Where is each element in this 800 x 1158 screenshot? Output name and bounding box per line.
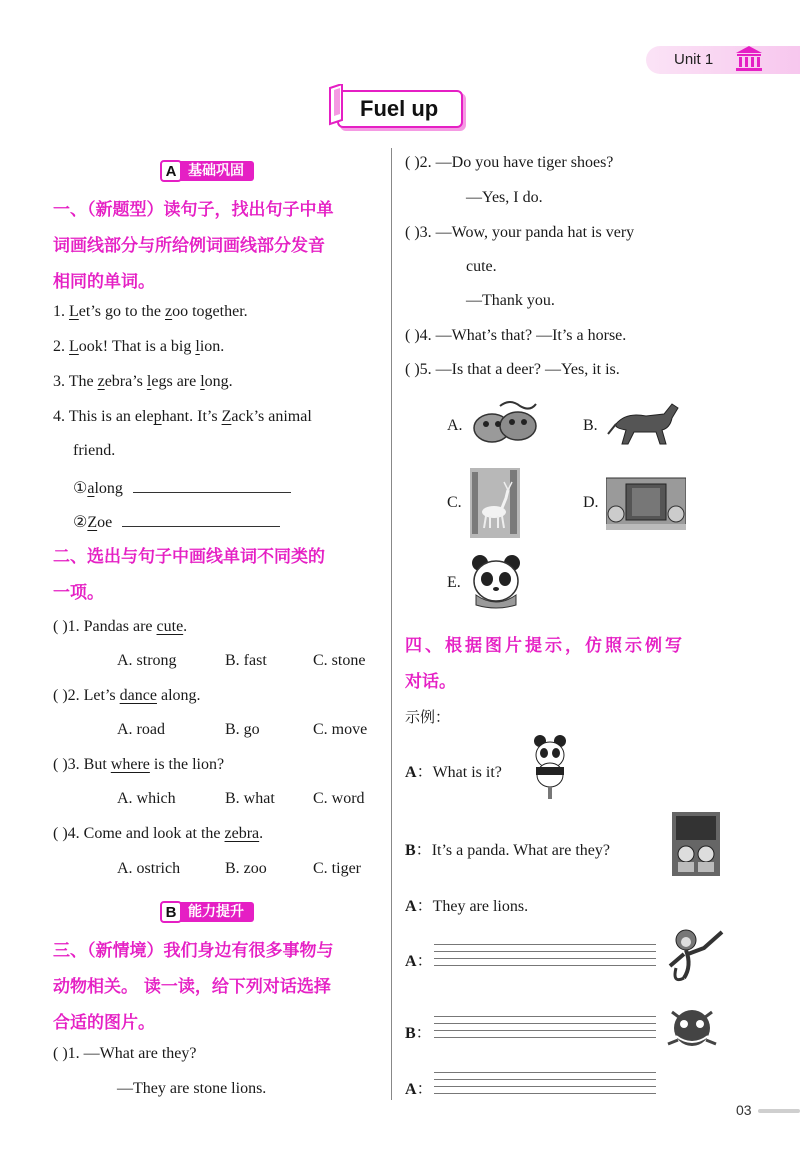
- write-line-a2: A：: [405, 1081, 433, 1098]
- dialog-3-reply: —Thank you.: [466, 292, 555, 309]
- dialog-4: ( )4. —What’s that? —It’s a horse.: [405, 327, 627, 344]
- section-3-heading: [53, 933, 334, 1041]
- heading-line: 一、（新题型）读句子，找出句子中单: [53, 200, 334, 220]
- example-line-1: A：What is it?: [405, 764, 502, 781]
- mc-question-1: ( )1. Pandas are cute.: [53, 618, 188, 635]
- answer-paren[interactable]: ( ): [405, 361, 420, 378]
- heading-line: 对话。: [405, 672, 456, 692]
- answer-blank[interactable]: [122, 513, 280, 527]
- badge-b-text: 能力提升: [178, 902, 254, 922]
- dialog-1-reply: —They are stone lions.: [117, 1080, 267, 1097]
- column-divider: [391, 148, 392, 1100]
- option-zoe: ②Zoe: [73, 512, 280, 532]
- dialog-2: ( )2. —Do you have tiger shoes?: [405, 154, 614, 171]
- heading-line: 二、选出与句子中画线单词不同类的: [53, 547, 325, 567]
- panda-hat-icon: [470, 553, 522, 609]
- sentence-4-cont: friend.: [73, 442, 116, 459]
- unit-label: Unit 1: [674, 51, 714, 68]
- answer-paren[interactable]: ( ): [405, 224, 420, 241]
- writing-area[interactable]: [434, 944, 656, 972]
- mc-option: C. stone: [313, 652, 366, 669]
- picture-option-label: D.: [583, 494, 599, 511]
- answer-paren[interactable]: ( ): [53, 756, 68, 773]
- dialog-3: ( )3. —Wow, your panda hat is very: [405, 224, 635, 241]
- dialog-5: ( )5. —Is that a deer? —Yes, it is.: [405, 361, 620, 378]
- heading-line: 三、（新情境）我们身边有很多事物与: [53, 941, 334, 961]
- bookmark-icon: [326, 84, 350, 128]
- picture-option-label: B.: [583, 417, 598, 434]
- badge-b: [160, 900, 254, 924]
- writing-area[interactable]: [434, 1072, 656, 1100]
- answer-paren[interactable]: ( ): [53, 825, 68, 842]
- paper-cut-icon: [662, 1004, 722, 1054]
- mc-option: C. word: [313, 790, 365, 807]
- mc-option: C. tiger: [313, 860, 361, 877]
- example-label: 示例：: [405, 708, 451, 726]
- mc-option: A. ostrich: [117, 860, 181, 877]
- dialog-2-reply: —Yes, I do.: [466, 189, 543, 206]
- tiger-shoes-icon: [470, 398, 542, 448]
- write-line-b: B：: [405, 1025, 432, 1042]
- picture-option-label: A.: [447, 417, 463, 434]
- mc-question-3: ( )3. But where is the lion?: [53, 756, 225, 773]
- monkey-icon: [662, 922, 728, 988]
- heading-line: 词画线部分与所给例词画线部分发音: [53, 236, 325, 256]
- heading-line: 四、根据图片提示，仿照示例写: [405, 636, 685, 656]
- picture-option-label: E.: [447, 574, 461, 591]
- panda-icon: [532, 733, 568, 801]
- badge-a-text: 基础巩固: [178, 161, 254, 181]
- sentence-3: 3. The zebra’s legs are long.: [53, 373, 233, 390]
- sentence-1: 1. Let’s go to the zoo together.: [53, 303, 248, 320]
- answer-blank[interactable]: [133, 479, 291, 493]
- picture-option-label: C.: [447, 494, 462, 511]
- answer-paren[interactable]: ( ): [405, 327, 420, 344]
- mc-question-4: ( )4. Come and look at the zebra.: [53, 825, 264, 842]
- dialog-3-cont: cute.: [466, 258, 497, 275]
- stone-lions-photo-icon: [672, 812, 720, 876]
- mc-option: B. fast: [225, 652, 267, 669]
- heading-line: 动物相关。 读一读，给下列对话选择: [53, 977, 331, 997]
- mc-option: A. strong: [117, 652, 177, 669]
- mc-option: B. zoo: [225, 860, 267, 877]
- option-along: ①along: [73, 478, 291, 498]
- sentence-2: 2. Look! That is a big lion.: [53, 338, 225, 355]
- page-title: Fuel up: [360, 96, 439, 121]
- answer-paren[interactable]: ( ): [405, 154, 420, 171]
- section-1-heading: [53, 192, 334, 300]
- badge-a: [160, 159, 254, 183]
- page-bar: [758, 1109, 800, 1113]
- badge-a-letter: A: [160, 160, 182, 182]
- badge-b-letter: B: [160, 901, 182, 923]
- mc-option: B. go: [225, 721, 260, 738]
- mc-question-2: ( )2. Let’s dance along.: [53, 687, 201, 704]
- answer-paren[interactable]: ( ): [53, 687, 68, 704]
- example-line-3: A：They are lions.: [405, 898, 529, 915]
- temple-icon: [734, 44, 764, 72]
- unit-tab: [646, 46, 800, 74]
- sentence-4: 4. This is an elephant. It’s Zack’s animal: [53, 408, 312, 425]
- heading-line: 合适的图片。: [53, 1013, 155, 1033]
- write-line-a1: A：: [405, 953, 433, 970]
- section-2-heading: [53, 539, 325, 611]
- stone-lions-icon: [606, 476, 686, 532]
- deer-icon: [470, 468, 520, 538]
- example-line-2: B：It’s a panda. What are they?: [405, 842, 610, 859]
- mc-option: B. what: [225, 790, 275, 807]
- horse-icon: [606, 400, 688, 450]
- mc-option: A. which: [117, 790, 176, 807]
- mc-option: A. road: [117, 721, 165, 738]
- heading-line: 一项。: [53, 583, 104, 603]
- section-4-heading: [405, 628, 685, 700]
- answer-paren[interactable]: ( ): [53, 618, 68, 635]
- page-number: 03: [736, 1102, 752, 1118]
- answer-paren[interactable]: ( ): [53, 1045, 68, 1062]
- heading-line: 相同的单词。: [53, 272, 155, 292]
- writing-area[interactable]: [434, 1016, 656, 1044]
- mc-option: C. move: [313, 721, 368, 738]
- dialog-1: ( )1. —What are they?: [53, 1045, 197, 1062]
